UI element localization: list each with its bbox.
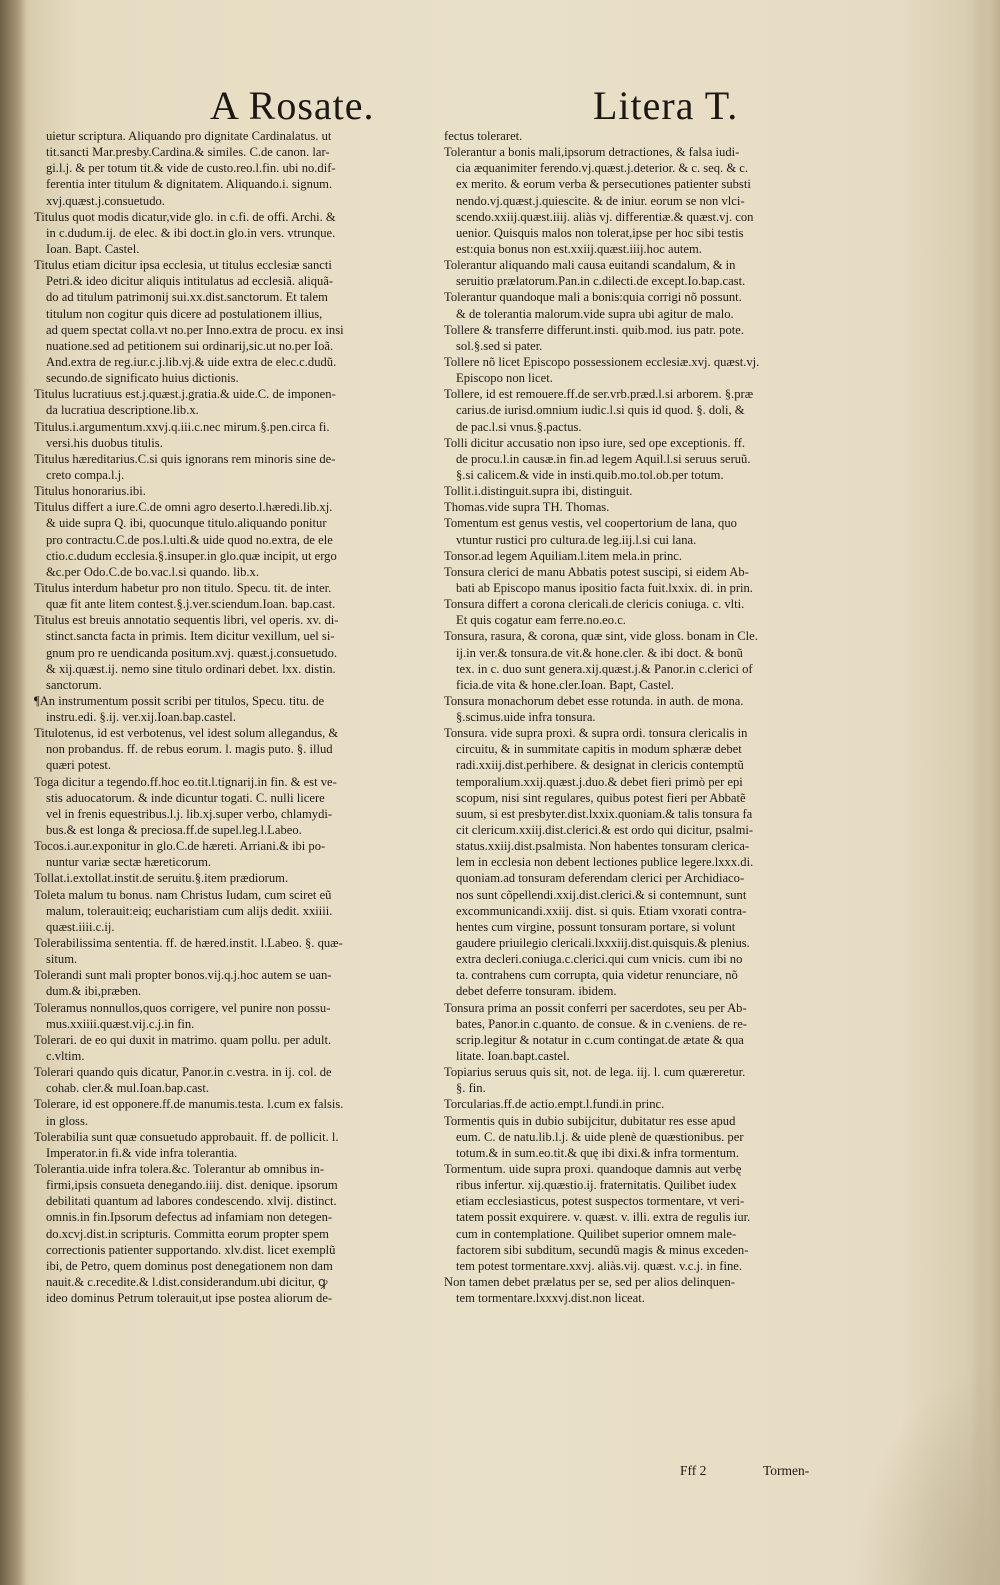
text-line: Toleta malum tu bonus. nam Christus Iudam, cum sciret eũ bbox=[34, 887, 332, 902]
text-line: ta. contrahens cum corrupta, quia videtur renunciare, nõ bbox=[456, 968, 738, 983]
text-line: quæri potest. bbox=[46, 758, 112, 773]
text-line: Tonsura prima an possit conferri per sacerdotes, seu per Ab- bbox=[444, 1000, 747, 1015]
text-line: gaudere priuilegio clericali.lxxxiij.dist.quisquis.& plenius. bbox=[456, 936, 750, 951]
text-line: Tonsura clerici de manu Abbatis potest suscipi, si eidem Ab- bbox=[444, 564, 749, 579]
left-column bbox=[34, 128, 432, 1306]
text-line: sol.§.sed si pater. bbox=[456, 338, 543, 353]
header-left: A Rosate. bbox=[210, 83, 375, 128]
text-line: Et quis cogatur eam ferre.no.eo.c. bbox=[456, 613, 626, 628]
text-line: ad quem spectat colla.vt no.per Inno.extra de procu. ex insi bbox=[46, 322, 344, 337]
text-line: vtuntur rustici pro cultura.de leg.iij.l.si cui lana. bbox=[456, 532, 697, 547]
text-line: Titulus hæreditarius.C.si quis ignorans rem minoris sine de- bbox=[34, 451, 336, 466]
text-line: sanctorum. bbox=[46, 677, 102, 692]
text-line: ibi, de Petro, quem dominus post denegationem non dam bbox=[46, 1258, 333, 1273]
text-line: Tolerari. de eo qui duxit in matrimo. quam pollu. per adult. bbox=[34, 1032, 332, 1047]
text-line: pro contractu.C.de pos.l.ulti.& uide quod no.extra, de ele bbox=[46, 532, 333, 547]
right-column bbox=[444, 128, 844, 1306]
text-line: Titulus interdum habetur pro non titulo. Specu. tit. de inter. bbox=[34, 580, 332, 595]
text-line: ferentia inter titulum & dignitatem. Aliquando.i. signum. bbox=[46, 177, 333, 192]
text-line: da lucratiua descriptione.lib.x. bbox=[46, 403, 199, 418]
text-line: de procu.l.in causæ.in fin.ad legem Aquil.l.si seruus seruũ. bbox=[456, 451, 751, 466]
text-line: Titulus honorarius.ibi. bbox=[34, 484, 146, 499]
text-line: instru.edi. §.ij. ver.xij.Ioan.bap.castel. bbox=[46, 710, 236, 725]
text-line: Tolerantur a bonis mali,ipsorum detractiones, & falsa iudi- bbox=[444, 145, 740, 160]
text-line: quoniam.ad tonsuram deferendam clerici per Archidiaco- bbox=[456, 871, 745, 886]
text-line: Ioan. Bapt. Castel. bbox=[46, 241, 140, 256]
text-line: nuatione.sed ad petitionem sui ordinarij,sic.ut no.per Ioã. bbox=[46, 338, 334, 353]
text-line: extra decleri.coniuga.c.clerici.qui cum vnicis. cum ibi no bbox=[456, 952, 743, 967]
text-line: scendo.xxiij.quæst.iiij. aliàs vj. differentiæ.& quæst.vj. con bbox=[456, 209, 754, 224]
text-line: & de tolerantia malorum.vide supra ubi agitur de malo. bbox=[456, 306, 734, 321]
text-line: Toleramus nonnullos,quos corrigere, vel punire non possu- bbox=[34, 1000, 331, 1015]
text-line: debet deferre tonsuram. ibidem. bbox=[456, 984, 617, 999]
text-line: Topiarius seruus quis sit, not. de lega. iij. l. cum quæreretur. bbox=[444, 1065, 746, 1080]
text-line: cohab. cler.& mul.Ioan.bap.cast. bbox=[46, 1081, 209, 1096]
signature-mark: Fff 2 bbox=[680, 1463, 707, 1478]
text-line: Titulus quot modis dicatur,vide glo. in c.fi. de offi. Archi. & bbox=[34, 209, 336, 224]
text-line: Tollat.i.extollat.instit.de seruitu.§.item prædiorum. bbox=[34, 871, 289, 886]
text-line: secundo.de significato huius dictionis. bbox=[46, 371, 239, 386]
text-line: debilitati quantum ad labores condescendo. xlvij. distinct. bbox=[46, 1194, 337, 1209]
text-line: cia æquanimiter ferendo.vj.quæst.j.deterior. & c. seq. & c. bbox=[456, 161, 749, 176]
text-line: cit clericum.xxiij.dist.clerici.& est ordo qui dicitur, psalmi- bbox=[456, 823, 754, 838]
text-line: §.scimus.uide infra tonsura. bbox=[456, 710, 596, 725]
text-line: vel in frenis equestribus.l.j. lib.xj.super verbo, chlamydi- bbox=[46, 806, 333, 821]
text-line: Tolerabilissima sententia. ff. de hæred.instit. l.Labeo. §. quæ- bbox=[34, 936, 343, 951]
text-line: ij.in ver.& tonsura.de vit.& hone.cler. & ibi doct. & bonũ bbox=[456, 645, 743, 660]
text-line: nendo.vj.quæst.j.quiescite. & de iniur. eorum se non vlci- bbox=[456, 193, 745, 208]
text-line: ficia.de vita & hone.cler.Ioan. Bapt, Castel. bbox=[456, 677, 674, 692]
text-line: Titulus etiam dicitur ipsa ecclesia, ut titulus ecclesiæ sancti bbox=[34, 258, 332, 273]
text-line: §.si calicem.& vide in insti.quib.mo.tol.ob.per totum. bbox=[456, 467, 724, 482]
text-line: Tonsura monachorum debet esse rotunda. in auth. de mona. bbox=[444, 693, 744, 708]
page-footer bbox=[0, 1463, 1000, 1483]
text-line: gi.l.j. & per totum tit.& vide de custo.reo.l.fin. ubi no.dif- bbox=[46, 161, 336, 176]
text-line: tatem possit exquirere. v. quæst. v. illi. extra de regulis iur. bbox=[456, 1210, 751, 1225]
text-line: ideo dominus Petrum tolerauit,ut ipse postea aliorum de- bbox=[46, 1291, 333, 1306]
header-right: Litera T. bbox=[593, 83, 739, 128]
text-line: Titulus lucratiuus est.j.quæst.j.gratia.& uide.C. de imponen- bbox=[34, 387, 336, 402]
text-line: omnis.in fin.Ipsorum defectus ad infamiam non detegen- bbox=[46, 1210, 333, 1225]
text-line: bates, Panor.in c.quanto. de consue. & in c.veniens. de re- bbox=[456, 1016, 747, 1031]
text-line: Non tamen debet prælatus per se, sed per alios delinquen- bbox=[444, 1274, 735, 1289]
text-line: uietur scriptura. Aliquando pro dignitate Cardinalatus. ut bbox=[46, 129, 332, 143]
text-line: stis aduocatorum. & inde dicuntur togati. C. nulli licere bbox=[46, 790, 325, 805]
text-line: tit.sancti Mar.presby.Cardina.& similes. C.de canon. lar- bbox=[46, 145, 330, 160]
text-line: Tonsura differt a corona clericali.de clericis coniuga. c. vlti. bbox=[444, 597, 745, 612]
text-line: Tolerantur aliquando mali causa euitandi scandalum, & in bbox=[444, 258, 736, 273]
text-line: etiam ecclesiasticus, potest suspectos tormentare, vt veri- bbox=[456, 1194, 745, 1209]
text-line: Tolerabilia sunt quæ consuetudo approbauit. ff. de pollicit. l. bbox=[34, 1129, 339, 1144]
text-line: Episcopo non licet. bbox=[456, 371, 553, 386]
text-line: non probandus. ff. de rebus eorum. l. magis puto. §. illud bbox=[46, 742, 333, 757]
text-line: est:quia bonus non est.xxiij.quæst.iiij.hoc autem. bbox=[456, 241, 702, 256]
text-line: scrip.legitur & notatur in c.cum contingat.de ætate & qua bbox=[456, 1032, 744, 1047]
text-line: Tormentis quis in dubio subijcitur, dubitatur res esse apud bbox=[444, 1113, 736, 1128]
text-line: de pac.l.si vnus.§.pactus. bbox=[456, 419, 582, 434]
text-line: Torcularias.ff.de actio.empt.l.fundi.in princ. bbox=[444, 1097, 665, 1112]
text-line: correctionis patienter supportando. xlv.dist. licet exemplũ bbox=[46, 1242, 336, 1257]
text-line: &c.per Odo.C.de bo.vac.l.si quando. lib.x. bbox=[46, 564, 260, 579]
text-line: Tolerantia.uide infra tolera.&c. Tolerantur ab omnibus in- bbox=[34, 1162, 325, 1176]
text-line: Tolli dicitur accusatio non ipso iure, sed ope exceptionis. ff. bbox=[444, 435, 746, 450]
text-line: versi.his duobus titulis. bbox=[46, 435, 163, 450]
text-line: totum.& in sum.eo.tit.& quę ibi dixi.& infra tormentum. bbox=[456, 1145, 739, 1160]
text-line: quæ fit ante litem contest.§.j.ver.sciendum.Ioan. bap.cast. bbox=[46, 597, 336, 612]
text-line: titulum non cogitur quis dicere ad postulationem illius, bbox=[46, 306, 323, 321]
text-line: dum.& ibi,præben. bbox=[46, 984, 142, 999]
text-line: do.xcvj.dist.in scripturis. Committa eorum propter spem bbox=[46, 1226, 329, 1241]
text-line: ¶An instrumentum possit scribi per titulos, Specu. titu. de bbox=[34, 693, 325, 708]
text-line: And.extra de reg.iur.c.j.lib.vj.& uide extra de elec.c.dudũ. bbox=[46, 354, 337, 369]
text-line: factorem sibi subditum, secundũ magis & minus exceden- bbox=[456, 1242, 749, 1257]
text-line: Tollere, id est remouere.ff.de ser.vrb.præd.l.si arborem. §.præ bbox=[444, 387, 754, 402]
text-line: Titulotenus, id est verbotenus, vel idest solum allegandus, & bbox=[34, 726, 339, 741]
text-line: bati ab Episcopo manus ipositio facta fuit.lxxix. di. in prin. bbox=[456, 580, 753, 595]
text-line: c.vltim. bbox=[46, 1049, 85, 1064]
text-line: suum, si est presbyter.dist.lxxix.quoniam.& talis tonsura fa bbox=[456, 806, 753, 821]
text-line: gnum pro re uendicanda positum.xvj. quæst.j.consuetudo. bbox=[46, 645, 338, 660]
text-line: uenior. Quisquis malos non tolerat,ipse per hoc sibi testis bbox=[456, 225, 744, 240]
text-line: ex merito. & eorum verba & persecutiones patienter substi bbox=[456, 177, 751, 192]
text-line: §. fin. bbox=[456, 1081, 486, 1096]
text-line: circuitu, & in summitate capitis in modum sphæræ debet bbox=[456, 742, 742, 757]
page-edge-shadow bbox=[970, 0, 1000, 1585]
binding-gutter bbox=[0, 0, 26, 1585]
text-line: nos sunt cõpellendi.xxij.dist.clerici.& si contemnunt, sunt bbox=[456, 887, 747, 902]
text-line: excommunicandi.xxiij. dist. si quis. Etiam vxorati contra- bbox=[456, 903, 747, 918]
text-line: situm. bbox=[46, 952, 78, 967]
text-line: firmi,ipsis consueta denegando.iiij. dist. denique. ipsorum bbox=[46, 1178, 338, 1193]
text-line: ctio.c.dudum ecclesia.§.insuper.in glo.quæ incipit, ut ergo bbox=[46, 548, 337, 563]
text-line: radi.xxiij.dist.perhibere. & designat in clericis contemptũ bbox=[456, 758, 744, 773]
text-line: tex. in c. duo sunt genera.xij.quæst.j.& Panor.in c.clerici of bbox=[456, 661, 753, 676]
text-line: hentes cum virgine, possunt tonsuram portare, si volunt bbox=[456, 919, 736, 934]
text-line: xvj.quæst.j.consuetudo. bbox=[46, 193, 165, 208]
text-line: lem in ecclesia non debent lectiones publice legere.lxxx.di. bbox=[456, 855, 754, 870]
text-line: temporalium.xxij.quæst.j.duo.& debet fieri primò per epi bbox=[456, 774, 743, 789]
text-line: Petri.& ideo dicitur aliquis intitulatus ad ecclesiã. aliquã- bbox=[46, 274, 334, 289]
text-line: malum, tolerauit:eiq; eucharistiam cum alijs dedit. xxiiii. bbox=[46, 903, 333, 918]
text-line: mus.xxiiii.quæst.vij.c.j.in fin. bbox=[46, 1016, 195, 1031]
text-line: bus.& est longa & preciosa.ff.de supel.leg.l.Labeo. bbox=[46, 823, 302, 838]
text-line: Tollere & transferre differunt.insti. quib.mod. ius patr. pote. bbox=[444, 322, 745, 337]
text-line: creto compa.l.j. bbox=[46, 467, 125, 482]
text-line: Titulus est breuis annotatio sequentis libri, vel operis. xv. di- bbox=[34, 613, 339, 628]
text-line: Tollit.i.distinguit.supra ibi, distinguit. bbox=[444, 484, 633, 499]
text-line: Tolerantur quandoque mali a bonis:quia corrigi nõ possunt. bbox=[444, 290, 742, 305]
text-line: Titulus.i.argumentum.xxvj.q.iii.c.nec mirum.§.pen.circa fi. bbox=[34, 419, 330, 434]
text-line: tem potest tormentare.xxvj. aliàs.vij. quæst. v.c.j. in fine. bbox=[456, 1258, 742, 1273]
text-line: Tonsor.ad legem Aquiliam.l.item mela.in princ. bbox=[444, 548, 683, 563]
text-line: Tonsura, rasura, & corona, quæ sint, vide gloss. bonam in Cle. bbox=[444, 629, 758, 644]
running-header bbox=[0, 82, 1000, 130]
text-line: Imperator.in fi.& vide infra tolerantia. bbox=[46, 1145, 238, 1160]
text-line: fectus toleraret. bbox=[444, 129, 523, 143]
catchword: Tormen- bbox=[763, 1463, 810, 1478]
text-line: stinct.sancta facta in primis. Item dicitur vexillum, uel si- bbox=[46, 629, 335, 644]
text-line: Tolerare, id est opponere.ff.de manumis.testa. l.cum ex falsis. bbox=[34, 1097, 344, 1112]
text-line: litate. Ioan.bapt.castel. bbox=[456, 1049, 570, 1064]
text-line: carius.de iurisd.omnium iudic.l.si quis id quod. §. doli, & bbox=[456, 403, 745, 418]
text-line: Tollere nõ licet Episcopo possessionem ecclesiæ.xvj. quæst.vj. bbox=[444, 354, 760, 369]
text-line: Toga dicitur a tegendo.ff.hoc eo.tit.l.tignarij.in fin. & est ve- bbox=[34, 774, 337, 789]
text-line: status.xxiij.dist.psalmista. Non habentes tonsuram clerica- bbox=[456, 839, 750, 854]
text-line: in gloss. bbox=[46, 1113, 88, 1128]
text-line: Tonsura. vide supra proxi. & supra ordi. tonsura clericalis in bbox=[444, 726, 748, 741]
text-line: & xij.quæst.ij. nemo sine titulo ordinari debet. lxx. distin. bbox=[46, 661, 336, 676]
text-line: do ad titulum patrimonij sui.xx.dist.sanctorum. Et talem bbox=[46, 290, 328, 305]
text-line: Titulus differt a iure.C.de omni agro deserto.l.hæredi.lib.xj. bbox=[34, 500, 333, 515]
text-line: Tolerandi sunt mali propter bonos.vij.q.j.hoc autem se uan- bbox=[34, 968, 332, 983]
text-line: nuntur variæ sectæ hæreticorum. bbox=[46, 855, 212, 870]
text-line: quæst.iiii.c.ij. bbox=[46, 919, 115, 934]
text-line: ribus infertur. xij.quæstio.ij. fraternitatis. Quilibet iudex bbox=[456, 1178, 737, 1193]
text-line: eum. C. de natu.lib.l.j. & uide plenè de quæstionibus. per bbox=[456, 1129, 744, 1144]
text-line: in c.dudum.ij. de elec. & ibi doct.in glo.in vers. vtrunque. bbox=[46, 225, 336, 240]
text-line: Tormentum. uide supra proxi. quandoque damnis aut verbę bbox=[444, 1162, 742, 1176]
text-line: & uide supra Q. ibi, quocunque titulo.aliquando ponitur bbox=[46, 516, 327, 531]
text-line: Tolerari quando quis dicatur, Panor.in c.vestra. in ij. col. de bbox=[34, 1065, 332, 1080]
text-line: Thomas.vide supra TH. Thomas. bbox=[444, 500, 610, 515]
text-line: nauit.& c.recedite.& l.dist.considerandum.ubi dicitur, ꝙ bbox=[46, 1274, 328, 1289]
text-line: scopum, nisi sint regulares, quibus potest fieri per Abbatẽ bbox=[456, 790, 746, 805]
text-line: seruitio prælatorum.Pan.in c.dilecti.de except.Io.bap.cast. bbox=[456, 274, 746, 289]
text-line: tem tormentare.lxxxvj.dist.non liceat. bbox=[456, 1291, 645, 1306]
text-line: cum in contemplatione. Quilibet superior omnem male- bbox=[456, 1226, 737, 1241]
text-line: Tomentum est genus vestis, vel coopertorium de lana, quo bbox=[444, 516, 737, 531]
text-line: Tocos.i.aur.exponitur in glo.C.de hæreti. Arriani.& ibi po- bbox=[34, 839, 326, 854]
